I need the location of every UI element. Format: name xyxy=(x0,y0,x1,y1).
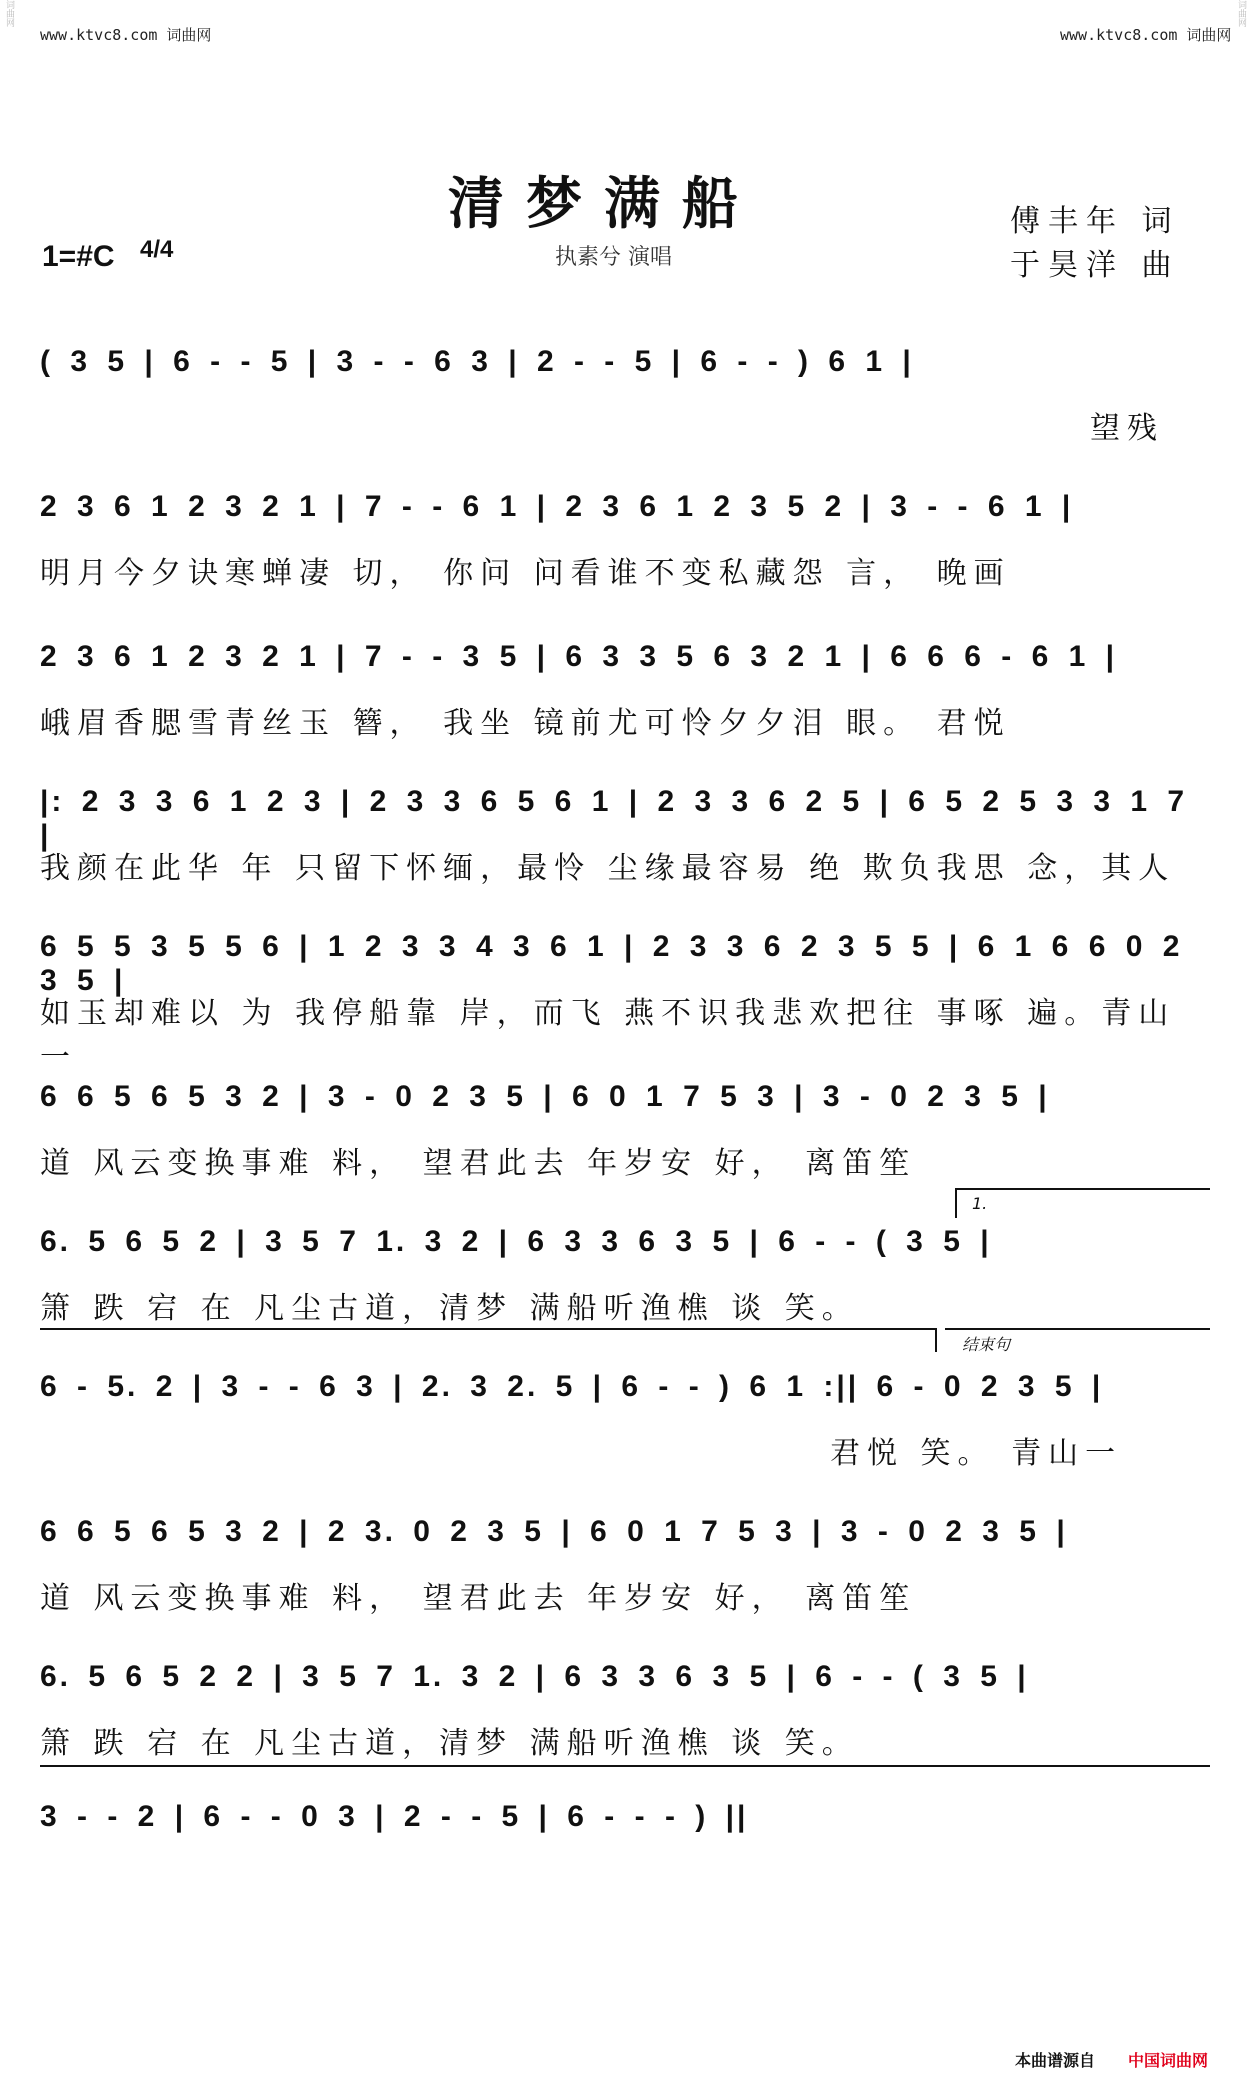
song-title: 清梦满船 xyxy=(448,171,760,237)
staff-lyrics: 明月今夕诀寒蝉凄 切， 你问 问看谁不变私藏怨 言， 晚画 xyxy=(40,556,1011,591)
lyricist-credit: 傅丰年 词 xyxy=(1010,204,1180,239)
volta-1-bracket-edge xyxy=(955,1188,957,1218)
staff-notes: ( 3 5 | 6 - - 5 | 3 - - 6 3 | 2 - - 5 | 6 - - ) 6 1 | xyxy=(40,345,914,378)
staff-5 xyxy=(40,930,1210,1075)
composer-credit: 于昊洋 曲 xyxy=(1010,248,1180,283)
staff-8 xyxy=(40,1370,1210,1470)
key-signature: 1=#C xyxy=(42,240,115,273)
staff-lyrics: 君悦 笑。 青山一 xyxy=(830,1436,1123,1471)
ending-label: 结束句 xyxy=(962,1335,1011,1354)
staff-lyrics: 峨眉香腮雪青丝玉 簪， 我坐 镜前尤可怜夕夕泪 眼。 君悦 xyxy=(40,706,1011,741)
site-url-left[interactable]: www.ktvc8.com 词曲网 xyxy=(40,26,212,44)
right-edge-watermark: 词曲网 xyxy=(1236,0,1246,27)
staff-2 xyxy=(40,490,1210,590)
staff-notes: 6. 5 6 5 2 2 | 3 5 7 1. 3 2 | 6 3 3 6 3 5 | 6 - - ( 3 5 | xyxy=(40,1660,1029,1693)
staff-3 xyxy=(40,640,1210,740)
volta-1-continuation xyxy=(40,1328,935,1330)
staff-lyrics: 望残 xyxy=(1090,411,1164,446)
staff-4 xyxy=(40,785,1210,885)
staff-9 xyxy=(40,1515,1210,1615)
staff-notes: 6 5 5 3 5 5 6 | 1 2 3 3 4 3 6 1 | 2 3 3 6 2 3 5 5 | 6 1 6 6 0 2 3 5 | xyxy=(40,930,1183,997)
volta-1-label: 1. xyxy=(972,1194,988,1213)
staff-lyrics: 如玉却难以 为 我停船靠 岸，而飞 燕不识我悲欢把往 事啄 遍。青山一 xyxy=(40,996,1176,1075)
staff-7 xyxy=(40,1225,1210,1325)
staff-lyrics: 箫 跌 宕 在 凡尘古道，清梦 满船听渔樵 谈 笑。 xyxy=(40,1291,859,1326)
time-signature: 4/4 xyxy=(140,236,174,263)
staff-lyrics: 我颜在此华 年 只留下怀缅，最怜 尘缘最容易 绝 欺负我思 念，其人 xyxy=(40,851,1176,886)
staff-notes: 2 3 6 1 2 3 2 1 | 7 - - 3 5 | 6 3 3 5 6 3 2 1 | 6 6 6 - 6 1 | xyxy=(40,640,1118,673)
staff-notes: 6 6 5 6 5 3 2 | 2 3. 0 2 3 5 | 6 0 1 7 5 3 | 3 - 0 2 3 5 | xyxy=(40,1515,1068,1548)
staff-11 xyxy=(40,1800,1210,1860)
footer-source-label: 本曲谱源自 xyxy=(1015,2051,1096,2070)
left-edge-watermark: 词曲网 xyxy=(4,0,14,27)
volta-1-end xyxy=(935,1328,937,1352)
site-url-right[interactable]: www.ktvc8.com 词曲网 xyxy=(1060,26,1232,44)
staff-notes: 6. 5 6 5 2 | 3 5 7 1. 3 2 | 6 3 3 6 3 5 | 6 - - ( 3 5 | xyxy=(40,1225,992,1258)
staff-lyrics: 道 风云变换事难 料， 望君此去 年岁安 好， 离笛笙 xyxy=(40,1581,917,1616)
volta-1-bracket xyxy=(955,1188,1210,1190)
staff-6 xyxy=(40,1080,1210,1180)
staff-notes: |: 2 3 3 6 1 2 3 | 2 3 3 6 5 6 1 | 2 3 3 6 2 5 | 6 5 2 5 3 3 1 7 | xyxy=(40,785,1188,852)
staff-10 xyxy=(40,1660,1210,1760)
staff-notes: 2 3 6 1 2 3 2 1 | 7 - - 6 1 | 2 3 6 1 2 3 5 2 | 3 - - 6 1 | xyxy=(40,490,1074,523)
staff-lyrics: 箫 跌 宕 在 凡尘古道，清梦 满船听渔樵 谈 笑。 xyxy=(40,1726,859,1761)
staff-lyrics: 道 风云变换事难 料， 望君此去 年岁安 好， 离笛笙 xyxy=(40,1146,917,1181)
staff-1 xyxy=(40,345,1210,445)
singer-credit: 执素兮 演唱 xyxy=(555,245,672,270)
staff-notes: 6 6 5 6 5 3 2 | 3 - 0 2 3 5 | 6 0 1 7 5 3 | 3 - 0 2 3 5 | xyxy=(40,1080,1050,1113)
footer-source-link[interactable]: 中国词曲网 xyxy=(1128,2051,1209,2070)
ending-bracket xyxy=(945,1328,1210,1330)
final-bracket-line xyxy=(40,1765,1210,1767)
staff-notes: 3 - - 2 | 6 - - 0 3 | 2 - - 5 | 6 - - - ) || xyxy=(40,1800,749,1833)
staff-notes: 6 - 5. 2 | 3 - - 6 3 | 2. 3 2. 5 | 6 - - ) 6 1 :|| 6 - 0 2 3 5 | xyxy=(40,1370,1104,1403)
